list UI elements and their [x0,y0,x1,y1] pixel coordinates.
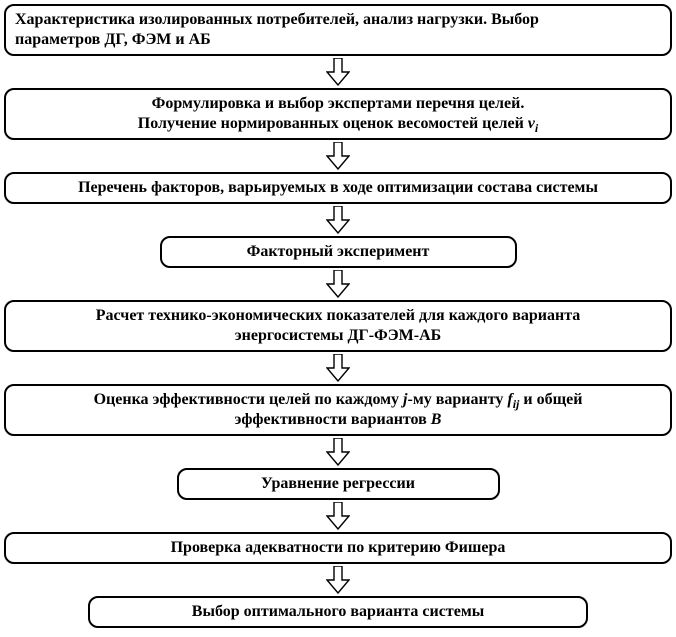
text-segment: Получение нормированных оценок весомостей целей [137,115,528,132]
flow-down-arrow-icon [326,438,350,466]
box-characteristics [4,4,672,56]
text-segment: ij [512,396,520,411]
text-segment: i [534,121,539,136]
flow-down-arrow-icon [326,270,350,298]
text-segment: эффективности вариантов [234,411,431,428]
flow-down-arrow-icon [326,142,350,170]
box-adequacy [4,532,672,564]
box-factors [4,172,672,204]
variable-B: B [430,411,442,428]
box-evaluation-line1 [94,390,583,410]
flow-down-arrow-icon [326,566,350,594]
box-optimal [88,596,588,628]
box-characteristics-line2: параметров ДГ, ФЭМ и АБ [15,31,211,48]
box-optimal-text: Выбор оптимального варианта системы [191,602,485,620]
box-evaluation [4,384,672,436]
box-factors-text: Перечень факторов, варьируемых в ходе оптимизации состава системы [78,178,598,196]
box-characteristics-line1: Характеристика изолированных потребителей, анализ нагрузки. Выбор [15,10,539,28]
variable-v: v [527,115,535,132]
variable-j: j [403,390,408,408]
box-calculation-line1: Расчет технико-экономических показателей для каждого варианта [95,306,581,324]
flow-down-arrow-icon [326,354,350,382]
flow-down-arrow-icon [326,206,350,234]
box-goals-line1: Формулировка и выбор экспертами перечня целей. [151,94,525,112]
box-adequacy-text: Проверка адекватности по критерию Фишера [170,538,506,556]
box-regression-text: Уравнение регрессии [261,474,415,492]
box-goals [4,88,672,140]
variable-f: f [507,390,513,408]
text-segment: и общей [519,390,583,408]
box-calculation-line2: энергосистемы ДГ-ФЭМ-АБ [234,327,442,344]
box-goals-line2 [138,114,538,134]
variable-v-subscript [535,121,538,135]
box-evaluation-line2 [235,410,442,430]
flow-down-arrow-icon [326,58,350,86]
box-regression [177,468,500,500]
flow-down-arrow-icon [326,502,350,530]
text-segment: -му варианту [407,390,508,408]
box-calculation [4,300,672,352]
box-experiment-text: Факторный эксперимент [246,242,430,260]
box-experiment [160,236,517,268]
text-segment: Оценка эффективности целей по каждому [93,390,404,408]
